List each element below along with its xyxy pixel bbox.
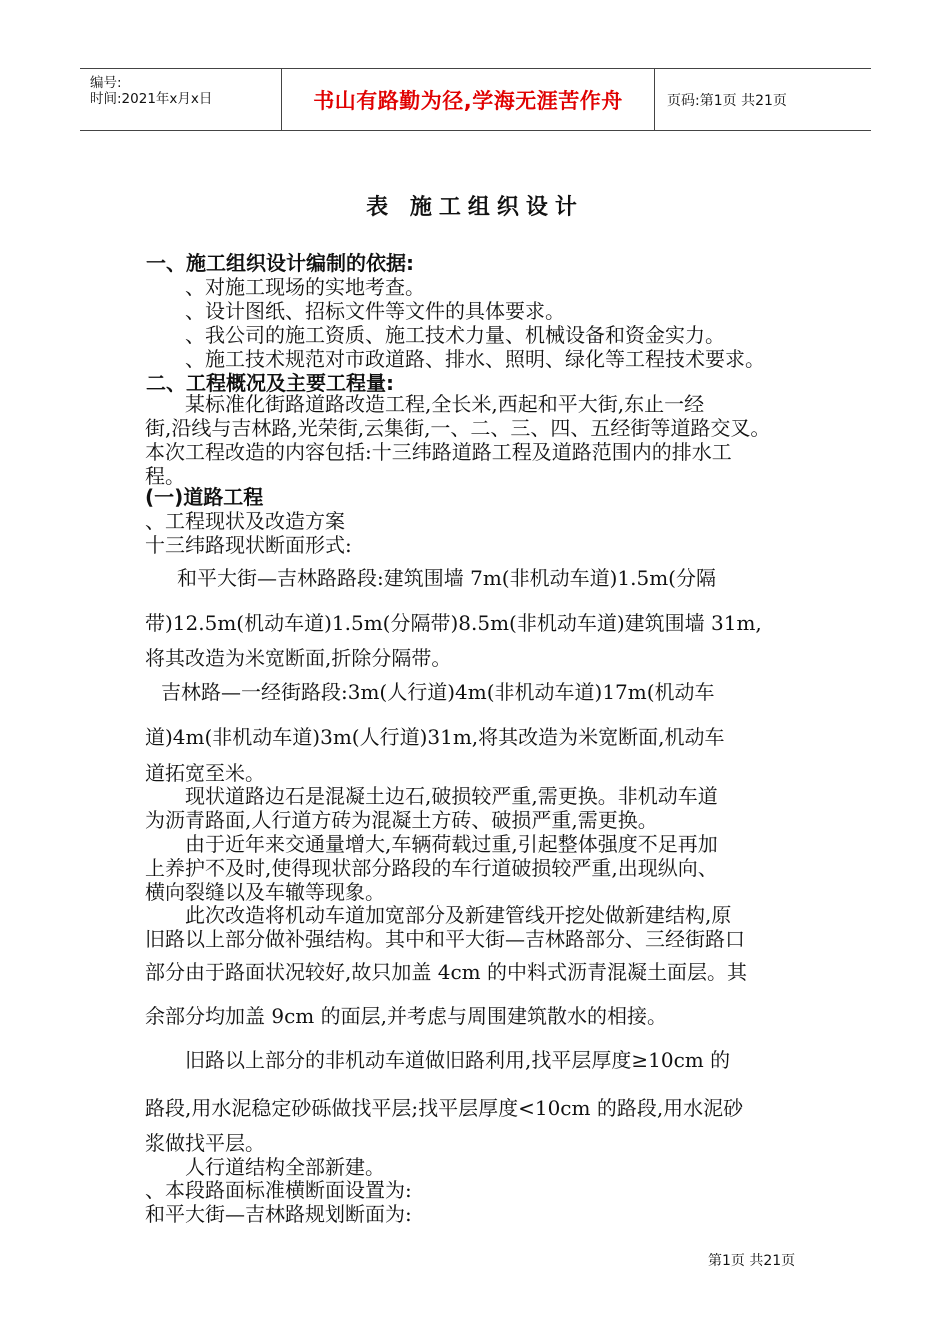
page-footer: 第1页 共21页 [708, 1253, 796, 1269]
body-line: 本次工程改造的内容包括:十三纬路道路工程及道路范围内的排水工 [145, 440, 732, 464]
body-line: 旧路以上部分的非机动车道做旧路利用,找平层厚度≥10cm 的 [185, 1048, 731, 1072]
body-line: 余部分均加盖 9cm 的面层,并考虑与周围建筑散水的相接。 [145, 1004, 667, 1028]
section-heading: 二、工程概况及主要工程量: [146, 371, 394, 395]
body-line: 、我公司的施工资质、施工技术力量、机械设备和资金实力。 [185, 323, 725, 347]
body-line: 为沥青路面,人行道方砖为混凝土方砖、破损严重,需更换。 [145, 808, 658, 832]
body-line: 横向裂缝以及车辙等现象。 [145, 880, 385, 904]
body-line: 道)4m(非机动车道)3m(人行道)31m,将其改造为米宽断面,机动车 [145, 725, 725, 749]
header-meta-cell [80, 69, 282, 130]
body-line: 、设计图纸、招标文件等文件的具体要求。 [185, 299, 565, 323]
date-label: 时间:2021年x月x日 [90, 91, 213, 107]
body-line: 、对施工现场的实地考查。 [185, 275, 425, 299]
motto-text: 书山有路勤为径,学海无涯苦作舟 [313, 88, 623, 113]
page-header [80, 68, 871, 131]
body-line: 上养护不及时,使得现状部分路段的车行道破损较严重,出现纵向、 [145, 856, 718, 880]
body-line: 带)12.5m(机动车道)1.5m(分隔带)8.5m(非机动车道)建筑围墙 31m, [145, 611, 762, 635]
body-line: 、施工技术规范对市政道路、排水、照明、绿化等工程技术要求。 [185, 347, 765, 371]
body-line: 和平大街—吉林路规划断面为: [145, 1202, 412, 1226]
body-line: 道拓宽至米。 [145, 761, 265, 785]
body-line: 旧路以上部分做补强结构。其中和平大街—吉林路部分、三经街路口 [145, 927, 745, 951]
body-line: 某标准化街路道路改造工程,全长米,西起和平大街,东止一经 [185, 392, 705, 416]
body-line: 由于近年来交通量增大,车辆荷载过重,引起整体强度不足再加 [185, 832, 718, 856]
body-line: 、本段路面标准横断面设置为: [145, 1178, 412, 1202]
document-title: 表 施工组织设计 [366, 195, 584, 220]
body-line: 路段,用水泥稳定砂砾做找平层;找平层厚度<10cm 的路段,用水泥砂 [145, 1096, 744, 1120]
body-line: 将其改造为米宽断面,折除分隔带。 [145, 646, 452, 670]
header-page-info: 页码:第1页 共21页 [667, 92, 787, 109]
header-motto-cell [282, 69, 655, 130]
body-line: 吉林路—一经街路段:3m(人行道)4m(非机动车道)17m(机动车 [161, 680, 715, 704]
body-line: 街,沿线与吉林路,光荣街,云集街,一、二、三、四、五经街等道路交叉。 [145, 416, 771, 440]
body-line: 浆做找平层。 [145, 1131, 265, 1155]
body-line: 程。 [145, 464, 185, 488]
body-line: 、工程现状及改造方案 [145, 509, 345, 533]
body-line: 部分由于路面状况较好,故只加盖 4cm 的中料式沥青混凝土面层。其 [145, 960, 747, 984]
subsection-heading: (一)道路工程 [145, 485, 264, 509]
body-line: 此次改造将机动车道加宽部分及新建管线开挖处做新建结构,原 [185, 903, 732, 927]
body-line: 现状道路边石是混凝土边石,破损较严重,需更换。非机动车道 [185, 784, 718, 808]
body-line: 和平大街—吉林路路段:建筑围墙 7m(非机动车道)1.5m(分隔 [177, 566, 716, 590]
section-heading: 一、施工组织设计编制的依据: [146, 251, 414, 275]
body-line: 十三纬路现状断面形式: [145, 533, 352, 557]
body-line: 人行道结构全部新建。 [185, 1155, 385, 1179]
number-label: 编号: [90, 75, 122, 91]
